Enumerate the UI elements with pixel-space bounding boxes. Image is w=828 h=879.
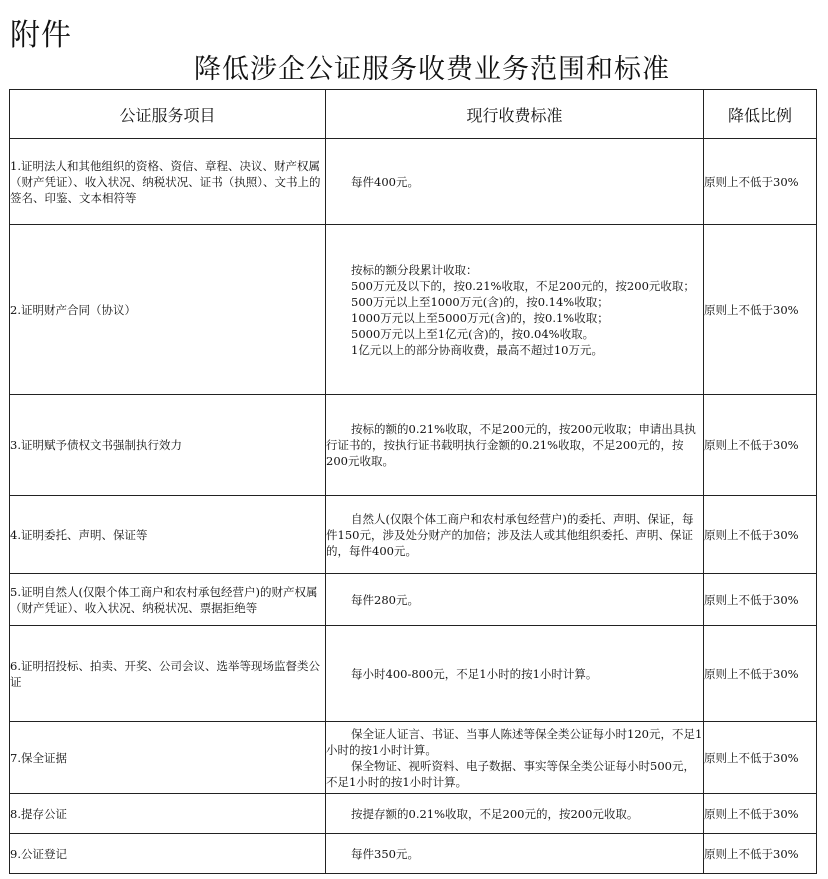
row-item: 5.证明自然人(仅限个体工商户和农村承包经营户)的财产权属（财产凭证）、收入状况、纳税状况、票据拒绝等 [10,574,326,626]
header-item: 公证服务项目 [10,90,326,139]
row-item: 6.证明招投标、拍卖、开奖、公司会议、选举等现场监督类公证 [10,626,326,722]
row-item: 4.证明委托、声明、保证等 [10,496,326,574]
standard-line: 每件280元。 [351,592,419,607]
row-rate: 原则上不低于30% [704,626,817,722]
standard-line: 按提存额的0.21%收取，不足200元的，按200元收取。 [351,806,639,821]
standard-line: 500万元以上至1000万元(含)的，按0.14%收取； [351,294,609,309]
standard-line: 500万元及以下的，按0.21%收取，不足200元的，按200元收取； [351,278,695,293]
row-standard [326,395,704,496]
row-standard [326,722,704,794]
row-rate: 原则上不低于30% [704,395,817,496]
row-item: 8.提存公证 [10,794,326,834]
row-standard [326,139,704,225]
row-standard [326,834,704,874]
table-header-row [10,90,817,139]
document-title: 降低涉企公证服务收费业务范围和标准 [194,54,670,85]
row-item: 3.证明赋予债权文书强制执行效力 [10,395,326,496]
row-rate: 原则上不低于30% [704,574,817,626]
standard-line: 1000万元以上至5000万元(含)的，按0.1%收取； [351,310,609,325]
table-row [10,574,817,626]
standard-line: 按标的额的0.21%收取，不足200元的，按200元收取；申请出具执行证书的，按执行证书载明执行金额的0.21%收取，不足200元的，按200元收取。 [326,422,696,468]
fee-table [9,89,817,874]
table-row [10,395,817,496]
table-row [10,722,817,794]
table-row [10,834,817,874]
table-row [10,794,817,834]
row-item: 1.证明法人和其他组织的资格、资信、章程、决议、财产权属（财产凭证）、收入状况、纳税状况、证书（执照）、文书上的签名、印鉴、文本相符等 [10,139,326,225]
row-standard [326,626,704,722]
attachment-label: 附件 [10,18,72,53]
table-row [10,626,817,722]
row-item: 7.保全证据 [10,722,326,794]
table-row [10,139,817,225]
row-rate: 原则上不低于30% [704,225,817,395]
standard-line: 每件350元。 [351,846,419,861]
standard-line: 自然人(仅限个体工商户和农村承包经营户)的委托、声明、保证，每件150元，涉及处分财产的加倍；涉及法人或其他组织委托、声明、保证的，每件400元。 [326,511,694,558]
row-standard [326,794,704,834]
row-standard [326,574,704,626]
row-rate: 原则上不低于30% [704,794,817,834]
standard-line: 1亿元以上的部分协商收费，最高不超过10万元。 [351,342,603,357]
row-item: 9.公证登记 [10,834,326,874]
row-rate: 原则上不低于30% [704,139,817,225]
row-standard [326,496,704,574]
standard-line: 按标的额分段累计收取： [351,262,478,277]
standard-line: 5000万元以上至1亿元(含)的，按0.04%收取。 [351,326,595,341]
standard-line: 保全物证、视听资料、电子数据、事实等保全类公证每小时500元，不足1小时的按1小时计算。 [326,758,695,789]
standard-line: 每小时400-800元，不足1小时的按1小时计算。 [351,666,598,681]
standard-line: 保全证人证言、书证、当事人陈述等保全类公证每小时120元，不足1小时的按1小时计算。 [326,726,703,757]
header-rate: 降低比例 [704,90,817,139]
row-rate: 原则上不低于30% [704,722,817,794]
row-item: 2.证明财产合同（协议） [10,225,326,395]
table-row [10,496,817,574]
header-standard: 现行收费标准 [326,90,704,139]
row-standard [326,225,704,395]
standard-line: 每件400元。 [351,174,419,189]
row-rate: 原则上不低于30% [704,834,817,874]
row-rate: 原则上不低于30% [704,496,817,574]
table-row [10,225,817,395]
